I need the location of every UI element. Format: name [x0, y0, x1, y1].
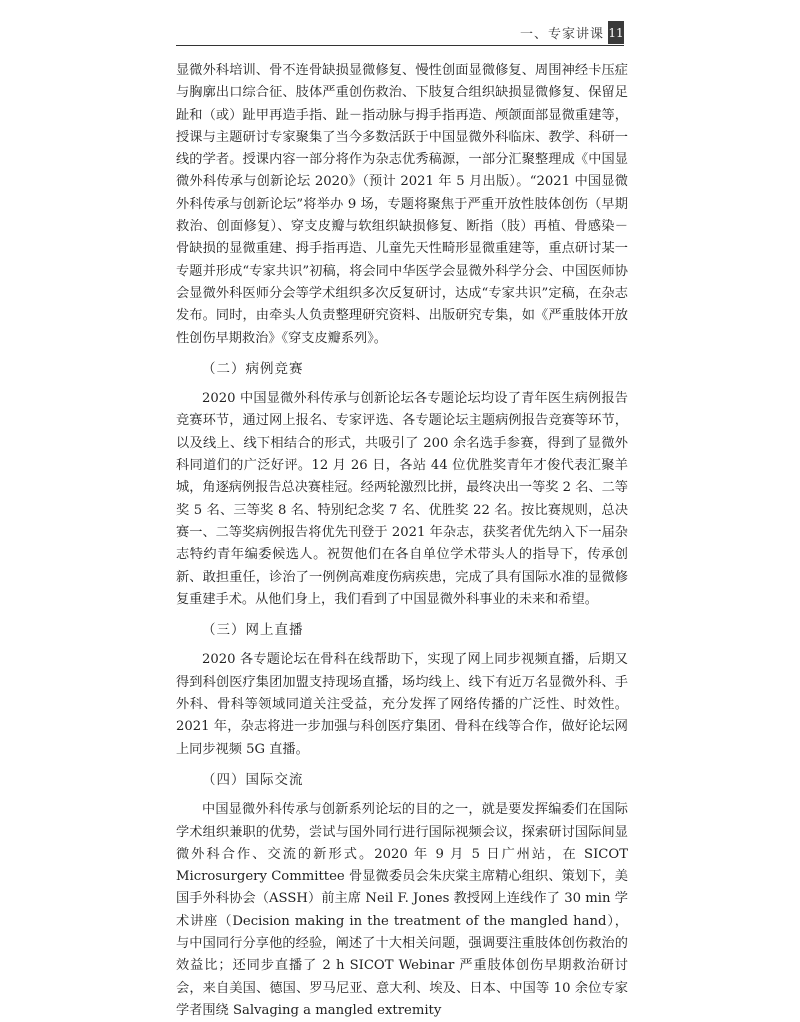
- page-number: 11: [608, 21, 624, 44]
- paragraph-3: 2020 各专题论坛在骨科在线帮助下，实现了网上同步视频直播，后期又得到科创医疗集团加盟支持现场直播，场均线上、线下有近万名显微外科、手外科、骨科等领域同道关注受益，充分发挥了网络传播的广泛性、时效性。2021 年，杂志将进一步加强与科创医疗集团、骨科在线等合作，做好论坛网上同步视频 5G 直播。: [176, 652, 628, 757]
- paragraph-4: 中国显微外科传承与创新系列论坛的目的之一，就是要发挥编委们在国际学术组织兼职的优势，尝试与国外同行进行国际视频会议，探索研讨国际间显微外科合作、交流的新形式。2020 年 9 月 5 日广州站，在 SICOT Microsurgery Committee 骨显微委员会朱庆棠主席精心组织、策划下，美国手外科协会（ASSH）前主席 Neil F. Jones 教授网上连线作了 30 min 学术讲座（Decision making in the treatment of the mangled hand），与中国同行分享他的经验，阐述了十大相关问题，强调要注重肢体创伤救治的效益比；还同步直播了 2 h SICOT Webinar 严重肢体创伤早期救治研讨会，来自美国、德国、罗马尼亚、意大利、埃及、日本、中国等 10 余位专家学者围绕 Salvaging a mangled extremity: [176, 802, 628, 1018]
- heading-international-exchange: （四）国际交流: [202, 771, 304, 788]
- header-rule: [176, 45, 624, 46]
- paragraph-1: 显微外科培训、骨不连骨缺损显微修复、慢性创面显微修复、周围神经卡压症与胸廓出口综合征、肢体严重创伤救治、下肢复合组织缺损显微修复、保留足趾和（或）趾甲再造手指、趾－指动脉与拇手指再造、颅颌面部显微重建等，授课与主题研讨专家聚集了当今多数活跃于中国显微外科临床、教学、科研一线的学者。授课内容一部分将作为杂志优秀稿源，一部分汇聚整理成《中国显微外科传承与创新论坛 2020》（预计 2021 年 5 月出版）。“2021 中国显微外科传承与创新论坛”将举办 9 场，专题将聚焦于严重开放性肢体创伤（早期救治、创面修复）、穿支皮瓣与软组织缺损修复、断指（肢）再植、骨感染－骨缺损的显微重建、拇手指再造、儿童先天性畸形显微重建等，重点研讨某一专题并形成“专家共识”初稿，将会同中华医学会显微外科学分会、中国医师协会显微外科医师分会等学术组织多次反复研讨，达成“专家共识”定稿，在杂志发布。同时，由牵头人负责整理研究资料、出版研究专集，如《严重肢体开放性创伤早期救治》《穿支皮瓣系列》。: [176, 63, 628, 346]
- paragraph-2: 2020 中国显微外科传承与创新论坛各专题论坛均设了青年医生病例报告竞赛环节，通过网上报名、专家评选、各专题论坛主题病例报告竞赛等环节，以及线上、线下相结合的形式，共吸引了 200 余名选手参赛，得到了显微外科同道们的广泛好评。12 月 26 日，各站 44 位优胜奖青年才俊代表汇聚羊城，角逐病例报告总决赛桂冠。经两轮激烈比拼，最终决出一等奖 2 名、二等奖 5 名、三等奖 8 名、特别纪念奖 7 名、优胜奖 22 名。按比赛规则，总决赛一、二等奖病例报告将优先刊登于 2021 年杂志，获奖者优先纳入下一届杂志特约青年编委候选人。祝贺他们在各自单位学术带头人的指导下，传承创新、敢担重任，诊治了一例例高难度伤病疾患，完成了具有国际水准的显微修复重建手术。从他们身上，我们看到了中国显微外科事业的未来和希望。: [176, 391, 628, 607]
- article-body: [176, 60, 628, 1022]
- running-header: [0, 21, 800, 45]
- heading-live-broadcast: （三）网上直播: [202, 622, 304, 639]
- heading-case-competition: （二）病例竞赛: [202, 360, 304, 377]
- section-title: 一、专家讲课: [519, 27, 604, 42]
